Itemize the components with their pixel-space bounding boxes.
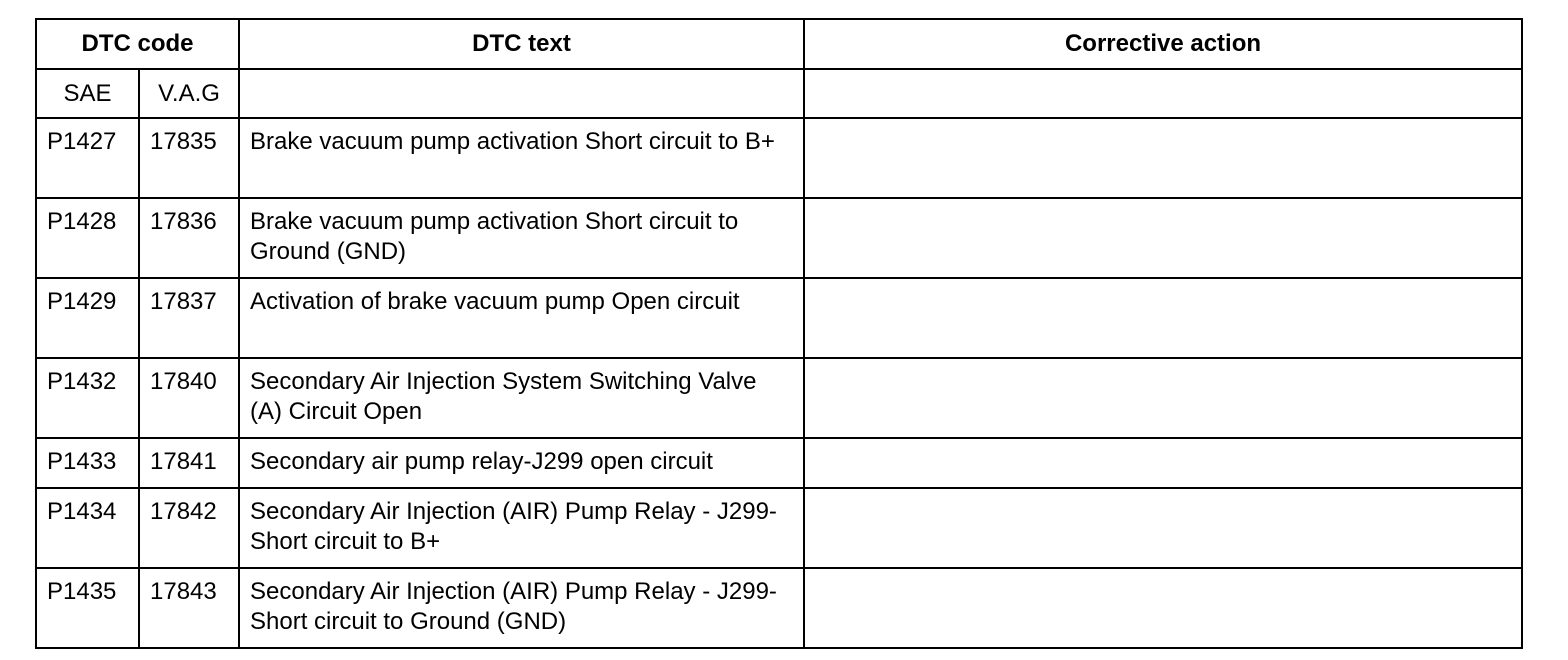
cell-sae: P1427 <box>36 118 139 198</box>
cell-corrective-action <box>804 488 1522 568</box>
subheader-dtc-text-empty <box>239 69 804 118</box>
cell-dtc-text: Brake vacuum pump activation Short circuit to B+ <box>239 118 804 198</box>
subheader-sae: SAE <box>36 69 139 118</box>
cell-sae: P1432 <box>36 358 139 438</box>
cell-corrective-action <box>804 198 1522 278</box>
cell-vag: 17842 <box>139 488 239 568</box>
table-row <box>36 358 1522 438</box>
cell-dtc-text: Activation of brake vacuum pump Open circuit <box>239 278 804 358</box>
cell-sae: P1428 <box>36 198 139 278</box>
cell-corrective-action <box>804 118 1522 198</box>
subheader-row <box>36 69 1522 118</box>
cell-corrective-action <box>804 568 1522 648</box>
cell-dtc-text: Secondary air pump relay-J299 open circuit <box>239 438 804 488</box>
subheader-action-empty <box>804 69 1522 118</box>
table-row <box>36 568 1522 648</box>
table-row <box>36 438 1522 488</box>
cell-dtc-text: Secondary Air Injection (AIR) Pump Relay - J299- Short circuit to B+ <box>239 488 804 568</box>
cell-vag: 17836 <box>139 198 239 278</box>
table-row <box>36 118 1522 198</box>
cell-sae: P1435 <box>36 568 139 648</box>
cell-corrective-action <box>804 278 1522 358</box>
cell-sae: P1429 <box>36 278 139 358</box>
cell-sae: P1433 <box>36 438 139 488</box>
cell-corrective-action <box>804 438 1522 488</box>
header-row <box>36 19 1522 69</box>
subheader-vag: V.A.G <box>139 69 239 118</box>
header-dtc-code: DTC code <box>36 19 239 69</box>
cell-vag: 17843 <box>139 568 239 648</box>
cell-vag: 17837 <box>139 278 239 358</box>
header-corrective-action: Corrective action <box>804 19 1522 69</box>
cell-vag: 17841 <box>139 438 239 488</box>
table-row <box>36 488 1522 568</box>
dtc-table <box>35 18 1523 649</box>
table-row <box>36 198 1522 278</box>
table-row <box>36 278 1522 358</box>
cell-vag: 17840 <box>139 358 239 438</box>
cell-dtc-text: Brake vacuum pump activation Short circuit to Ground (GND) <box>239 198 804 278</box>
cell-corrective-action <box>804 358 1522 438</box>
cell-vag: 17835 <box>139 118 239 198</box>
cell-dtc-text: Secondary Air Injection (AIR) Pump Relay - J299- Short circuit to Ground (GND) <box>239 568 804 648</box>
cell-sae: P1434 <box>36 488 139 568</box>
header-dtc-text: DTC text <box>239 19 804 69</box>
cell-dtc-text: Secondary Air Injection System Switching Valve (A) Circuit Open <box>239 358 804 438</box>
